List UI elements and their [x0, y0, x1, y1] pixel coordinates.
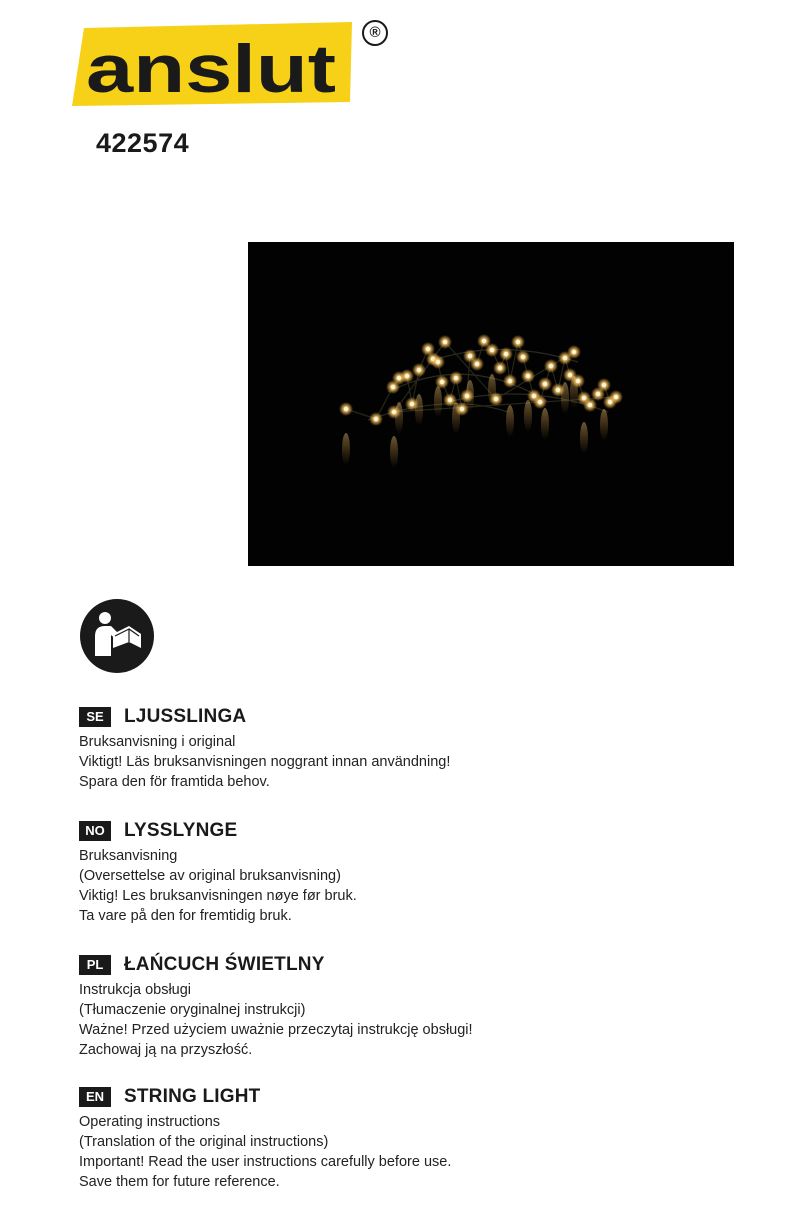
language-code-badge: EN: [79, 1087, 111, 1107]
registered-mark: ®: [362, 20, 388, 46]
product-title: LJUSSLINGA: [124, 706, 247, 727]
language-heading: [79, 1085, 779, 1109]
language-heading: [79, 819, 779, 843]
product-title: ŁAŃCUCH ŚWIETLNY: [124, 954, 325, 975]
instruction-line: (Tłumaczenie oryginalnej instrukcji): [79, 1002, 306, 1018]
language-section-pl: [79, 953, 779, 1060]
instruction-line: Ważne! Przed użyciem uważnie przeczytaj instrukcję obsługi!: [79, 1022, 473, 1038]
instruction-line: (Translation of the original instructions): [79, 1134, 329, 1150]
instruction-line: (Oversettelse av original bruksanvisning): [79, 868, 341, 884]
instruction-line: Zachowaj ją na przyszłość.: [79, 1042, 253, 1058]
language-code-badge: NO: [79, 821, 111, 841]
language-section-se: [79, 705, 779, 792]
logo-wordmark: anslut: [86, 31, 336, 107]
string-light-illustration: [248, 242, 734, 566]
language-section-en: [79, 1085, 779, 1192]
instruction-line: Viktigt! Läs bruksanvisningen noggrant innan användning!: [79, 754, 451, 770]
article-number: 422574: [96, 128, 190, 158]
instruction-line: Bruksanvisning i original: [79, 734, 236, 750]
language-heading: [79, 705, 779, 729]
brand-logo-badge: [70, 22, 370, 108]
language-code-badge: PL: [79, 955, 111, 975]
instruction-line: Bruksanvisning: [79, 848, 178, 864]
instruction-line: Ta vare på den for fremtidig bruk.: [79, 908, 292, 924]
product-photo: [248, 242, 734, 566]
language-heading: [79, 953, 779, 977]
language-code-badge: SE: [79, 707, 111, 727]
product-title: STRING LIGHT: [124, 1086, 261, 1107]
instruction-line: Save them for future reference.: [79, 1174, 280, 1190]
read-manual-icon: [79, 598, 155, 674]
brand-logo: [70, 22, 370, 108]
instruction-line: Important! Read the user instructions carefully before use.: [79, 1154, 452, 1170]
instruction-line: Instrukcja obsługi: [79, 982, 192, 998]
instruction-line: Operating instructions: [79, 1114, 221, 1130]
light-bulbs: [339, 334, 623, 426]
product-title: LYSSLYNGE: [124, 820, 238, 841]
instruction-line: Viktig! Les bruksanvisningen nøye før bruk.: [79, 888, 357, 904]
instruction-line: Spara den för framtida behov.: [79, 774, 270, 790]
language-section-no: [79, 819, 779, 926]
